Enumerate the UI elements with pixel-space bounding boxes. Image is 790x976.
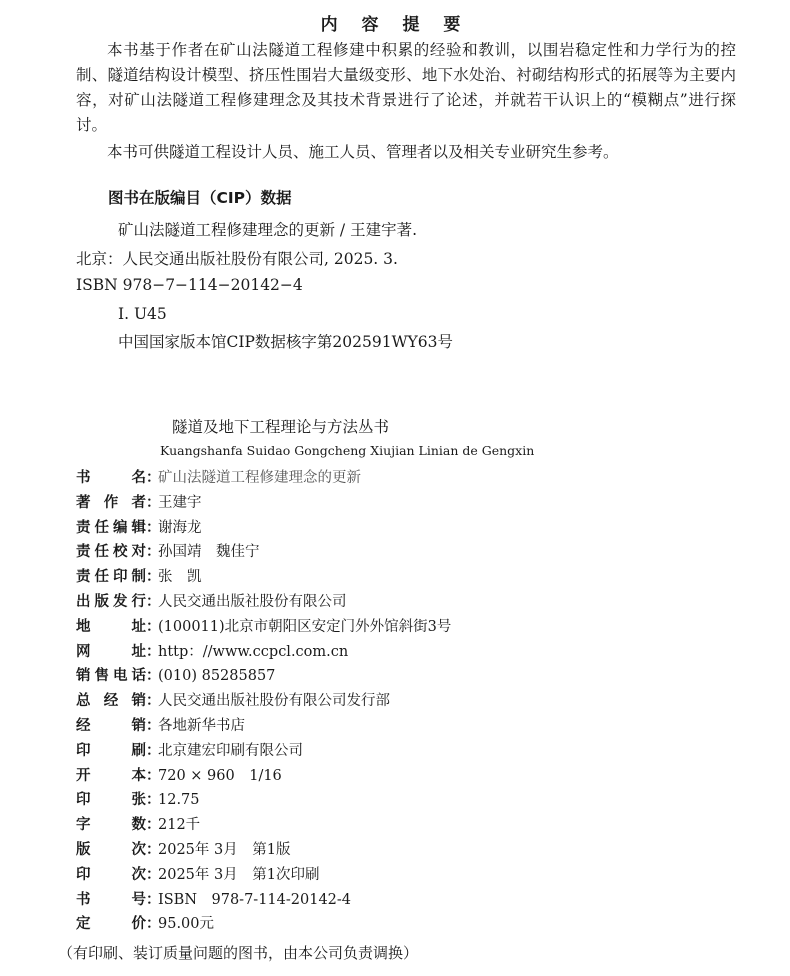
imprint-label: 网 址 [76, 643, 146, 660]
series-pinyin: Kuangshanfa Suidao Gongcheng Xiujian Linian de Gengxin [160, 443, 535, 458]
imprint-value: 12.75 [158, 792, 200, 809]
imprint-value: ISBN 978-7-114-20142-4 [158, 891, 352, 908]
imprint-label: 著 作 者 [76, 494, 146, 511]
imprint-colon: ： [146, 817, 161, 834]
imprint-value: (100011)北京市朝阳区安定门外外馆斜街3号 [158, 618, 452, 635]
imprint-colon: ： [146, 767, 161, 784]
imprint-colon: ： [146, 643, 161, 660]
imprint-value: 北京建宏印刷有限公司 [158, 742, 303, 759]
imprint-colon: ： [146, 618, 161, 635]
imprint-value: 张 凯 [158, 569, 202, 586]
imprint-label: 字 数 [76, 817, 146, 834]
imprint-colon: ： [146, 594, 161, 610]
imprint-label: 总 经 销 [76, 693, 146, 710]
imprint-colon: ： [146, 693, 161, 710]
imprint-value: 谢海龙 [158, 519, 202, 536]
imprint-label: 出 版 发 行 [76, 594, 146, 610]
imprint-colon: ： [146, 718, 161, 734]
summary-title: 内 容 提 要 [320, 15, 470, 35]
imprint-colon: ： [146, 792, 161, 809]
imprint-label: 印 次 [76, 866, 146, 883]
imprint-value: 孙国靖 魏佳宁 [158, 544, 260, 561]
imprint-label: 印 刷 [76, 742, 146, 759]
imprint-label: 经 销 [76, 718, 146, 734]
imprint-label: 销 售 电 话 [76, 668, 146, 685]
imprint-colon: ： [146, 470, 161, 486]
imprint-value: 人民交通出版社股份有限公司发行部 [158, 693, 390, 710]
quality-note: （有印刷、装订质量问题的图书，由本公司负责调换） [58, 944, 419, 962]
imprint-colon: ： [146, 842, 161, 858]
imprint-colon: ： [146, 668, 161, 685]
imprint-colon: ： [146, 544, 161, 561]
imprint-label: 地 址 [76, 618, 146, 635]
imprint-colon: ： [146, 866, 161, 883]
cip-title-line: 矿山法隧道工程修建理念的更新 / 王建宇著. [118, 221, 418, 239]
imprint-label: 印 张 [76, 792, 146, 809]
imprint-value: (010) 85285857 [158, 668, 276, 685]
imprint-value: 矿山法隧道工程修建理念的更新 [158, 470, 361, 486]
imprint-colon: ： [146, 891, 161, 908]
series-name: 隧道及地下工程理论与方法丛书 [172, 418, 390, 436]
cip-isbn-line: ISBN 978−7−114−20142−4 [76, 276, 303, 294]
imprint-value: 人民交通出版社股份有限公司 [158, 594, 347, 610]
cip-classification-line: Ⅰ. U45 [118, 305, 167, 323]
imprint-label: 责 任 校 对 [76, 544, 146, 561]
imprint-value: 2025年 3月 第1次印刷 [158, 866, 320, 883]
imprint-value: http：//www.ccpcl.com.cn [158, 643, 349, 660]
imprint-label: 定 价 [76, 916, 146, 933]
summary-paragraph: 本书可供隧道工程设计人员、施工人员、管理者以及相关专业研究生参考。 [107, 143, 619, 161]
imprint-value: 王建宇 [158, 494, 202, 511]
imprint-value: 720 × 960 1/16 [158, 767, 282, 784]
imprint-colon: ： [146, 494, 161, 511]
imprint-colon: ： [146, 519, 161, 536]
cip-record-number: 中国国家版本馆CIP数据核字第202591WY63号 [118, 333, 453, 351]
cip-publisher-line: 北京：人民交通出版社股份有限公司, 2025. 3. [76, 250, 398, 268]
imprint-colon: ： [146, 916, 161, 933]
imprint-label: 开 本 [76, 767, 146, 784]
imprint-colon: ： [146, 569, 161, 586]
cip-heading: 图书在版编目（CIP）数据 [108, 189, 292, 207]
imprint-label: 责 任 印 制 [76, 569, 146, 586]
imprint-label: 版 次 [76, 842, 146, 858]
imprint-colon: ： [146, 742, 161, 759]
imprint-value: 212千 [158, 817, 201, 834]
imprint-value: 95.00元 [158, 916, 215, 933]
imprint-label: 书 号 [76, 891, 146, 908]
content-summary [76, 38, 736, 165]
imprint-value: 2025年 3月 第1版 [158, 842, 291, 858]
imprint-label: 书 名 [76, 470, 146, 486]
summary-paragraph: 本书基于作者在矿山法隧道工程修建中积累的经验和教训，以围岩稳定性和力学行为的控制、隧道结构设计模型、挤压性围岩大量级变形、地下水处治、衬砌结构形式的拓展等为主要内容，对矿山法隧道工程修建理念及其技术背景进行了论述，并就若干认识上的“模糊点”进行探讨。 [76, 41, 736, 134]
imprint-label: 责 任 编 辑 [76, 519, 146, 536]
imprint-value: 各地新华书店 [158, 718, 245, 734]
